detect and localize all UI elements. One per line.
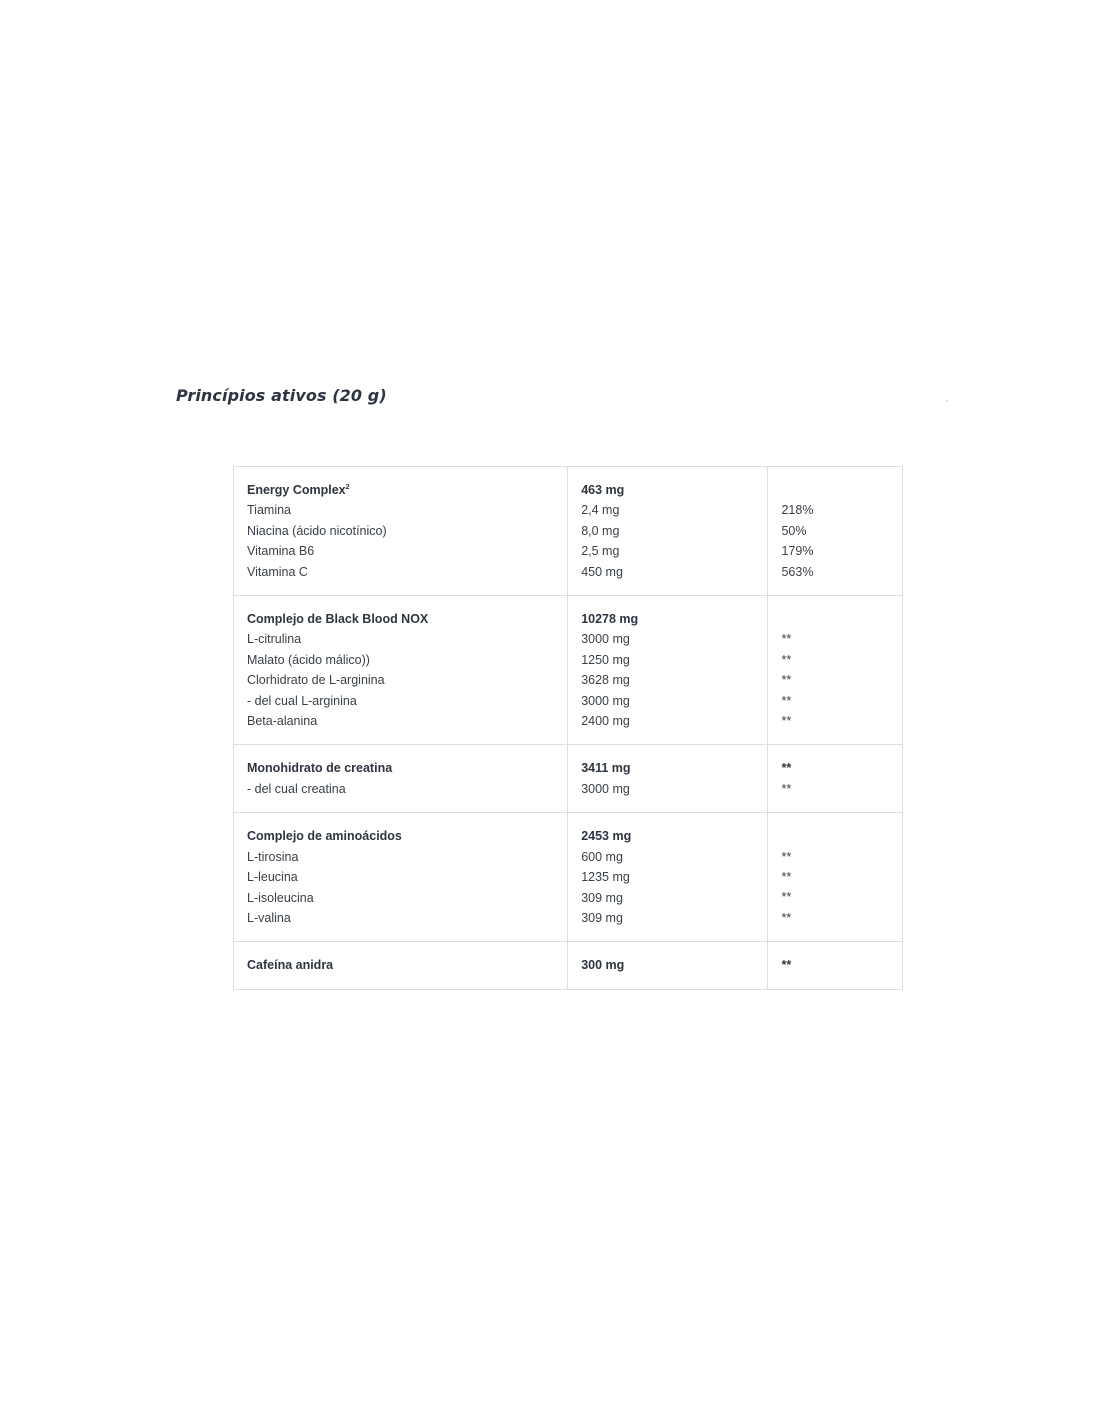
- ingredient-name-cell: [234, 467, 568, 596]
- ingredient-nrv-text: **: [781, 652, 792, 667]
- ingredient-nrv: [781, 650, 889, 670]
- ingredient-amount-text: 8,0 mg: [581, 523, 620, 538]
- ingredient-name-text: L-citrulina: [247, 632, 302, 647]
- ingredient-amount-text: 2,4 mg: [581, 503, 620, 518]
- ingredient-amount-cell: [568, 596, 768, 745]
- ingredient-name-cell: [234, 813, 568, 942]
- ingredient-nrv: [781, 826, 889, 846]
- ingredient-amount: [581, 826, 754, 846]
- ingredient-nrv: [781, 500, 889, 520]
- ingredient-nrv: [781, 629, 889, 649]
- ingredient-name-text: Malato (ácido málico)): [247, 652, 370, 667]
- ingredient-nrv: [781, 758, 889, 778]
- ingredient-amount: [581, 691, 754, 711]
- ingredient-amount: [581, 847, 754, 867]
- ingredient-amount: [581, 867, 754, 887]
- ingredient-amount-text: 3628 mg: [581, 673, 630, 688]
- ingredient-group-row: [234, 813, 903, 942]
- ingredient-nrv-text: **: [781, 849, 792, 864]
- footnote-marker: 2: [345, 483, 350, 491]
- ingredient-nrv-text: 50%: [781, 523, 807, 538]
- ingredient-amount: [581, 609, 754, 629]
- ingredient-nrv-text: **: [781, 890, 792, 905]
- ingredient-amount-cell: [568, 942, 768, 989]
- ingredient-amount-text: 300 mg: [581, 958, 625, 973]
- ingredient-name-text: Clorhidrato de L-arginina: [247, 673, 385, 688]
- ingredient-nrv: [781, 908, 889, 928]
- ingredient-name-text: L-tirosina: [247, 849, 299, 864]
- ingredient-amount-text: 1250 mg: [581, 652, 630, 667]
- ingredient-name-text: L-leucina: [247, 870, 298, 885]
- ingredient-name: [247, 562, 554, 582]
- ingredient-name: [247, 691, 554, 711]
- ingredient-amount: [581, 888, 754, 908]
- ingredient-name-text: L-valina: [247, 910, 291, 925]
- ingredient-amount: [581, 779, 754, 799]
- ingredient-amount: [581, 758, 754, 778]
- ingredient-nrv-cell: [768, 745, 903, 813]
- ingredient-name-cell: [234, 745, 568, 813]
- ingredient-amount-cell: [568, 745, 768, 813]
- ingredient-group-row: [234, 745, 903, 813]
- ingredient-amount-text: 2400 mg: [581, 714, 630, 729]
- ingredient-name-text: Complejo de aminoácidos: [247, 829, 402, 844]
- stray-mark: ,: [946, 394, 949, 403]
- ingredient-nrv: [781, 955, 889, 975]
- ingredient-name: [247, 670, 554, 690]
- ingredient-amount-text: 3000 mg: [581, 781, 630, 796]
- ingredient-name: [247, 867, 554, 887]
- ingredient-amount: [581, 480, 754, 500]
- ingredient-nrv-text: 218%: [781, 503, 814, 518]
- ingredient-name: [247, 480, 554, 500]
- ingredient-nrv-text: 179%: [781, 544, 814, 559]
- ingredient-name-text: Beta-alanina: [247, 714, 318, 729]
- ingredient-amount: [581, 500, 754, 520]
- ingredient-name-text: - del cual creatina: [247, 781, 346, 796]
- ingredient-nrv-cell: [768, 942, 903, 989]
- ingredient-name-cell: [234, 942, 568, 989]
- ingredient-name: [247, 521, 554, 541]
- ingredient-amount-text: 3411 mg: [581, 761, 631, 776]
- ingredient-amount-text: 600 mg: [581, 849, 623, 864]
- ingredient-nrv-cell: [768, 813, 903, 942]
- ingredient-name: [247, 888, 554, 908]
- ingredient-amount: [581, 670, 754, 690]
- ingredient-amount: [581, 650, 754, 670]
- ingredient-name: [247, 847, 554, 867]
- ingredient-name-text: - del cual L-arginina: [247, 693, 357, 708]
- ingredient-name-text: Complejo de Black Blood NOX: [247, 612, 429, 627]
- ingredient-nrv: [781, 779, 889, 799]
- ingredient-nrv-text: **: [781, 632, 792, 647]
- ingredient-nrv: [781, 691, 889, 711]
- ingredient-amount: [581, 541, 754, 561]
- ingredient-amount-text: 10278 mg: [581, 612, 639, 627]
- ingredient-name: [247, 629, 554, 649]
- section-heading: Princípios ativos (20 g): [176, 386, 387, 405]
- ingredient-nrv: [781, 480, 889, 500]
- ingredient-amount-text: 463 mg: [581, 483, 625, 497]
- ingredient-amount-text: 309 mg: [581, 910, 623, 925]
- ingredient-amount: [581, 629, 754, 649]
- ingredient-nrv-cell: [768, 596, 903, 745]
- ingredient-name-text: Cafeína anidra: [247, 958, 334, 973]
- ingredient-amount: [581, 711, 754, 731]
- ingredient-nrv-text: 563%: [781, 564, 814, 579]
- ingredient-amount: [581, 908, 754, 928]
- ingredient-nrv-text: **: [781, 714, 792, 729]
- active-ingredients-table: [233, 466, 903, 990]
- ingredient-amount-text: 3000 mg: [581, 693, 630, 708]
- ingredient-amount: [581, 955, 754, 975]
- ingredient-nrv-text: **: [781, 761, 792, 776]
- ingredient-amount-text: 2453 mg: [581, 829, 632, 844]
- ingredient-nrv: [781, 847, 889, 867]
- ingredient-name: [247, 711, 554, 731]
- ingredient-name-text: Vitamina B6: [247, 544, 315, 559]
- ingredient-name: [247, 650, 554, 670]
- ingredient-name-text: L-isoleucina: [247, 890, 314, 905]
- ingredient-nrv: [781, 609, 889, 629]
- ingredient-name-text: Tiamina: [247, 503, 291, 518]
- ingredient-amount-text: 3000 mg: [581, 632, 630, 647]
- ingredient-name: [247, 609, 554, 629]
- ingredient-amount-text: 2,5 mg: [581, 544, 620, 559]
- ingredient-name-text: Vitamina C: [247, 564, 308, 579]
- ingredient-group-row: [234, 467, 903, 596]
- ingredient-nrv: [781, 521, 889, 541]
- ingredient-name: [247, 541, 554, 561]
- ingredient-amount-text: 1235 mg: [581, 870, 630, 885]
- ingredient-amount-cell: [568, 813, 768, 942]
- ingredient-name: [247, 908, 554, 928]
- ingredient-nrv: [781, 867, 889, 887]
- ingredient-name: [247, 779, 554, 799]
- ingredient-nrv: [781, 562, 889, 582]
- ingredient-nrv: [781, 670, 889, 690]
- ingredient-amount: [581, 562, 754, 582]
- ingredient-nrv: [781, 887, 889, 907]
- ingredient-nrv-text: **: [781, 870, 792, 885]
- ingredient-name: [247, 500, 554, 520]
- ingredient-group-row: [234, 942, 903, 989]
- ingredient-name-text: Niacina (ácido nicotínico): [247, 523, 387, 538]
- ingredient-nrv-cell: [768, 467, 903, 596]
- ingredient-name: [247, 758, 554, 778]
- ingredient-name: [247, 826, 554, 846]
- ingredient-name: [247, 955, 554, 975]
- ingredient-nrv-text: **: [781, 910, 792, 925]
- ingredient-nrv-text: **: [781, 958, 792, 973]
- ingredient-nrv: [781, 711, 889, 731]
- ingredient-amount-text: 450 mg: [581, 564, 623, 579]
- ingredient-amount-cell: [568, 467, 768, 596]
- ingredient-nrv: [781, 541, 889, 561]
- ingredient-nrv-text: **: [781, 693, 792, 708]
- table-body: [234, 467, 903, 990]
- ingredient-name-cell: [234, 596, 568, 745]
- ingredient-nrv-text: **: [781, 781, 792, 796]
- ingredient-amount-text: 309 mg: [581, 890, 623, 905]
- ingredient-nrv-text: **: [781, 673, 792, 688]
- ingredient-name-text: Energy Complex: [247, 483, 346, 497]
- ingredient-amount: [581, 521, 754, 541]
- ingredient-name-text: Monohidrato de creatina: [247, 761, 393, 776]
- ingredient-group-row: [234, 596, 903, 745]
